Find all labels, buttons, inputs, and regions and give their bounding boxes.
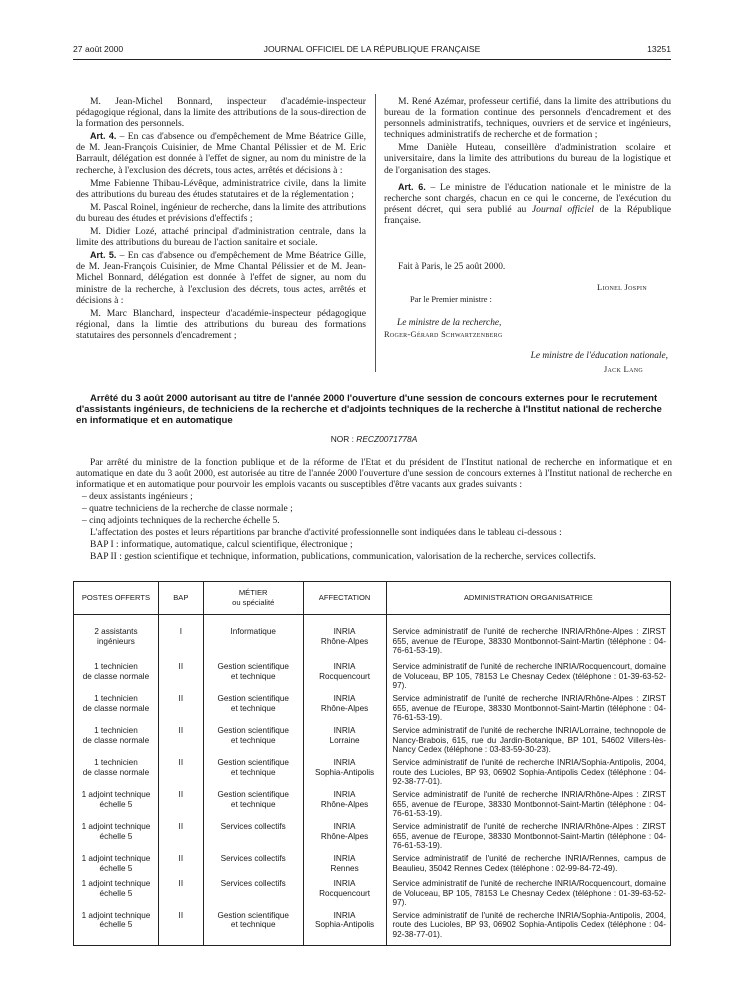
postes-cell-text: 2 assistants [94,627,138,636]
metier-cell-text: et technique [230,920,276,930]
paragraph: M. Pascal Roinel, ingénieur de recherche, dans la limite des attributions du bureau des études et prévisions d'effectifs ; [76,201,366,224]
signature-lang: Jack Lang [603,364,643,374]
affectation-cell-text: INRIA [333,758,356,767]
metier-cell [203,851,303,876]
postes-cell-text: échelle 5 [99,831,133,841]
table-header-row [74,582,671,615]
postes-cell-text: 1 adjoint technique [81,910,151,920]
affectation-cell-text: INRIA [333,910,356,920]
signature-jospin: Lionel Jospin [597,282,647,292]
arrete-title: Arrêté du 3 août 2000 autorisant au titre de l'année 2000 l'ouverture d'une session de concours externes pour le recrutement d'assistants ingénieurs, de techniciens de la recherche et d'adjoints techniques de la recherche à l'Institut national de recherche en informatique et en automatique [76,393,662,427]
paragraph: M. Didier Lozé, attaché principal d'administration centrale, dans la limite des attributions du bureau de l'action sanitaire et sociale. [76,226,366,249]
metier-cell-text: Services collectifs [220,854,286,863]
postes-cell-text: 1 technicien [94,758,138,767]
postes-cell-text: 1 technicien [94,694,138,703]
admin-cell-text: Service administratif de l'unité de recherche INRIA/Sophia-Antipolis, 2004, route des Lucioles, BP 93, 06902 Sophia-Antipolis Cedex (téléphone : 04-92-38-77-01). [392,910,666,939]
bap-cell [158,908,203,946]
bap-cell-text: II [178,854,184,863]
paragraph: L'affectation des postes et leurs répartitions par branche d'activité professionnelle sont indiquées dans le tableau ci-dessous : [90,528,562,538]
metier-cell [203,659,303,691]
table-row [74,876,671,908]
postes-cell-text: 1 adjoint technique [81,822,151,831]
page-header [73,44,671,58]
affectation-cell [303,819,386,851]
paragraph: M. Jean-Michel Bonnard, inspecteur d'académie-inspecteur pédagogique régional, dans la limite des attributions de la sous-direction de la formation des personnels. [76,96,366,130]
affectation-cell-text: Rhône-Alpes [320,636,369,646]
postes-cell-text: de classe normale [82,703,150,713]
column-divider [375,94,376,372]
metier-cell-text: Gestion scientifique [217,662,289,671]
article-4 [76,131,366,175]
postes-cell [74,851,159,876]
postes-cell-text: 1 technicien [94,726,138,735]
paragraph: BAP II : gestion scientifique et technique, information, publications, communication, valorisation de la recherche, services collectifs. [90,552,596,562]
table-row [74,615,671,660]
postes-cell-text: de classe normale [82,767,150,777]
postes-cell-text: échelle 5 [99,799,133,809]
bap-cell-text: I [179,627,182,636]
admin-cell-text: Service administratif de l'unité de recherche INRIA/Sophia-Antipolis, 2004, route des Lucioles, BP 93, 06902 Sophia-Antipolis Cedex (téléphone : 04-92-38-77-01). [392,758,666,787]
affectation-cell-text: INRIA [333,854,356,863]
affectation-cell-text: INRIA [333,662,356,671]
affectation-cell-text: INRIA [333,790,356,799]
affectation-cell-text: INRIA [333,694,356,703]
left-column [76,96,366,343]
metier-cell-text: Services collectifs [220,822,286,831]
bap-cell [158,615,203,660]
article-label: Art. 6. [398,181,426,192]
article-6 [384,182,671,226]
metier-cell-text: Informatique [230,627,276,636]
admin-cell [386,615,670,660]
metier-cell-text: Gestion scientifique [217,758,289,767]
article-text: – Le ministre de l'éducation nationale et le ministre de la recherche sont chargés, chacun en ce qui le concerne, de l'exécution du présent décret, qui sera publié au [384,181,671,215]
postes-cell-text: 1 technicien [94,662,138,671]
paragraph: Par arrêté du ministre de la fonction publique et de la réforme de l'Etat et du président de l'Institut national de recherche en informatique et en automatique en date du 3 août 2000, est autorisée au titre de l'année 2000 l'ouverture d'une session de concours externes à l'Institut national de recherche en informatique et en automatique pour pourvoir les emplois vacants ou susceptibles d'être vacants aux grades suivants : [76,458,672,490]
bap-cell [158,876,203,908]
right-column [384,96,671,228]
metier-cell-text: et technique [230,735,276,745]
postes-cell [74,659,159,691]
affectation-cell-text: INRIA [333,822,356,831]
postes-cell [74,755,159,787]
metier-cell-text: et technique [230,767,276,777]
article-label: Art. 4. [90,131,117,142]
article-text: – En cas d'absence ou d'empêchement de Mme Béatrice Gille, de M. Jean-François Cuisinier, de Mme Chantal Pélissier et de M. Eric Barrault, délégation est donnée à l'effet de signer, au nom du ministre de la recherche, à l'exclusion des décrets, tous actes, arrêtés et décisions à : [76,131,366,176]
metier-line1: MÉTIER [238,588,268,598]
bap-cell [158,755,203,787]
metier-cell [203,908,303,946]
metier-cell [203,691,303,723]
admin-cell-text: Service administratif de l'unité de recherche INRIA/Rhône-Alpes : ZIRST 655, avenue de l'Europe, 38330 Montbonnot-Saint-Martin (téléphone : 04-76-61-53-19). [392,822,666,851]
table-row [74,787,671,819]
admin-cell [386,723,670,755]
affectation-cell-text: Rhône-Alpes [320,831,369,841]
metier-cell-text: et technique [230,799,276,809]
bap-cell-text: II [178,662,184,671]
list-item: – cinq adjoints techniques de la recherche échelle 5. [82,516,280,526]
affectation-cell [303,787,386,819]
metier-cell [203,876,303,908]
list-item: – quatre techniciens de la recherche de classe normale ; [82,504,293,514]
metier-cell-text: Gestion scientifique [217,790,289,799]
postes-cell-text: échelle 5 [99,888,133,898]
admin-cell [386,851,670,876]
affectation-cell-text: Rhône-Alpes [320,799,369,809]
bap-cell-text: II [178,879,184,888]
postes-cell-text: échelle 5 [99,863,133,873]
affectation-cell [303,615,386,660]
par-premier-ministre: Par le Premier ministre : [410,295,492,304]
table-row [74,819,671,851]
paragraph: Mme Fabienne Thibau-Lévêque, administratrice civile, dans la limite des attributions du bureau des études statutaires et de la réglementation ; [76,177,366,200]
admin-cell [386,908,670,946]
nor-value: RECZ0071778A [356,434,418,444]
postes-cell-text: 1 adjoint technique [81,854,151,863]
metier-cell [203,819,303,851]
arrete-body [76,458,672,564]
postes-cell [74,876,159,908]
postes-cell [74,819,159,851]
affectation-cell-text: Rhône-Alpes [320,703,369,713]
metier-cell [203,755,303,787]
affectation-cell-text: Lorraine [329,735,360,745]
postes-cell [74,615,159,660]
table-row [74,908,671,946]
article-text: – En cas d'absence ou d'empêchement de Mme Béatrice Gille, de M. Jean-François Cuisinier, de Mme Chantal Pélissier et de M. Jean-Michel Bonnard, délégation est donnée à l'effet de signer, au nom du ministre de la recherche, à l'exclusion des décrets, tous actes, arrêtés et décisions à : [76,250,366,306]
paragraph: M. Marc Blanchard, inspecteur d'académie-inspecteur pédagogique régional, dans la limtie des attributions du bureau des formations statutaires des personnels d'encadrement ; [76,307,366,341]
postes-cell-text: échelle 5 [99,920,133,930]
postes-cell-text: de classe normale [82,735,150,745]
admin-cell-text: Service administratif de l'unité de recherche INRIA/Rhône-Alpes : ZIRST 655, avenue de l'Europe, 38330 Montbonnot-Saint-Martin (téléphone : 04-76-61-53-19). [392,627,666,656]
admin-cell [386,819,670,851]
fait-a-paris: Fait à Paris, le 25 août 2000. [398,262,506,272]
admin-cell-text: Service administratif de l'unité de recherche INRIA/Rocquencourt, domaine de Voluceau, BP 105, 78153 Le Chesnay Cedex (téléphone : 01-39-63-52-97). [392,879,666,908]
postes-cell-text: ingénieurs [97,636,135,646]
col-header-admin: ADMINISTRATION ORGANISATRICE [386,582,670,615]
admin-cell [386,755,670,787]
metier-cell-text: Gestion scientifique [217,910,289,920]
affectation-cell-text: INRIA [333,726,356,735]
signature-schwartzenberg: Roger-Gérard Schwartzenberg [384,330,503,339]
postes-cell [74,723,159,755]
header-rule [73,59,671,60]
admin-cell [386,659,670,691]
minister-education: Le ministre de l'éducation nationale, [530,351,668,361]
nor-reference [0,434,748,444]
affectation-cell-text: Rocquencourt [319,671,371,681]
affectation-cell [303,851,386,876]
postes-cell-text: 1 adjoint technique [81,790,151,799]
bap-cell [158,819,203,851]
nor-label: NOR : [330,434,357,444]
admin-cell [386,787,670,819]
bap-cell [158,691,203,723]
metier-cell-text: et technique [230,671,276,681]
affectation-cell-text: INRIA [333,627,356,636]
affectation-cell [303,723,386,755]
affectation-cell [303,659,386,691]
admin-cell-text: Service administratif de l'unité de recherche INRIA/Rocquencourt, domaine de Voluceau, BP 105, 78153 Le Chesnay Cedex (téléphone : 01-39-63-52-97). [392,662,666,691]
postes-cell [74,787,159,819]
paragraph: Mme Danièle Huteau, conseillère d'administration scolaire et universitaire, dans la limite des attributions du bureau de la logistique et de l'organisation des stages. [384,142,671,176]
table-row [74,723,671,755]
admin-cell-text: Service administratif de l'unité de recherche INRIA/Lorraine, technopole de Nancy-Brabois, 615, rue du Jardin-Botanique, BP 101, 54602 Villers-lès-Nancy Cedex (téléphone : 03-83-59-30-23). [392,726,666,755]
article-label: Art. 5. [90,250,117,261]
metier-cell [203,723,303,755]
metier-line2: ou spécialité [232,598,275,607]
bap-cell-text: II [178,790,184,799]
postes-table [73,581,671,946]
admin-cell-text: Service administratif de l'unité de recherche INRIA/Rhône-Alpes : ZIRST 655, avenue de l'Europe, 38330 Montbonnot-Saint-Martin (téléphone : 04-76-61-53-19). [392,694,666,723]
metier-cell [203,787,303,819]
postes-cell [74,908,159,946]
col-header-postes: POSTES OFFERTS [74,582,159,615]
col-header-metier [203,582,303,615]
bap-cell-text: II [178,758,184,767]
table-row [74,659,671,691]
minister-recherche: Le ministre de la recherche, [397,318,502,328]
admin-cell-text: Service administratif de l'unité de recherche INRIA/Rhône-Alpes : ZIRST 655, avenue de l'Europe, 38330 Montbonnot-Saint-Martin (téléphone : 04-76-61-53-19). [392,790,666,819]
bap-cell-text: II [178,726,184,735]
postes-cell [74,691,159,723]
table-row [74,755,671,787]
affectation-cell-text: Sophia-Antipolis [314,767,375,777]
col-header-bap: BAP [158,582,203,615]
affectation-cell [303,691,386,723]
header-date: 27 août 2000 [73,44,124,54]
affectation-cell [303,876,386,908]
table-row [74,851,671,876]
postes-cell-text: 1 adjoint technique [81,879,151,888]
bap-cell-text: II [178,694,184,703]
bap-cell [158,851,203,876]
postes-cell-text: de classe normale [82,671,150,681]
affectation-cell-text: Sophia-Antipolis [314,920,375,930]
bap-cell [158,723,203,755]
paragraph: BAP I : informatique, automatique, calcul scientifique, électronique ; [90,540,353,550]
metier-cell [203,615,303,660]
list-item: – deux assistants ingénieurs ; [82,492,193,502]
table-row [74,691,671,723]
metier-cell-text: Services collectifs [220,879,286,888]
affectation-cell [303,755,386,787]
admin-cell [386,876,670,908]
affectation-cell-text: INRIA [333,879,356,888]
metier-cell-text: Gestion scientifique [217,694,289,703]
article-text-end: de la République française. [384,203,671,226]
header-page-number: 13251 [647,44,671,54]
admin-cell [386,691,670,723]
bap-cell [158,787,203,819]
affectation-cell-text: Rennes [330,863,359,873]
header-journal-title: JOURNAL OFFICIEL DE LA RÉPUBLIQUE FRANÇAISE [263,44,481,54]
article-5 [76,250,366,305]
admin-cell-text: Service administratif de l'unité de recherche INRIA/Rennes, campus de Beaulieu, 35042 Rennes Cedex (téléphone : 02-99-84-72-49). [392,854,666,873]
bap-cell [158,659,203,691]
metier-cell-text: Gestion scientifique [217,726,289,735]
bap-cell-text: II [178,910,184,920]
bap-cell-text: II [178,822,184,831]
journal-officiel: Journal officiel [531,203,594,215]
affectation-cell-text: Rocquencourt [319,888,371,898]
metier-cell-text: et technique [230,703,276,713]
paragraph: M. René Azémar, professeur certifié, dans la limite des attributions du bureau de la formation continue des personnels d'encadrement et des personnels administratifs, techniques, ouvriers et de service et ingénieurs, techniques administratifs de recherche et de formation ; [384,96,671,141]
col-header-affectation: AFFECTATION [303,582,386,615]
affectation-cell [303,908,386,946]
